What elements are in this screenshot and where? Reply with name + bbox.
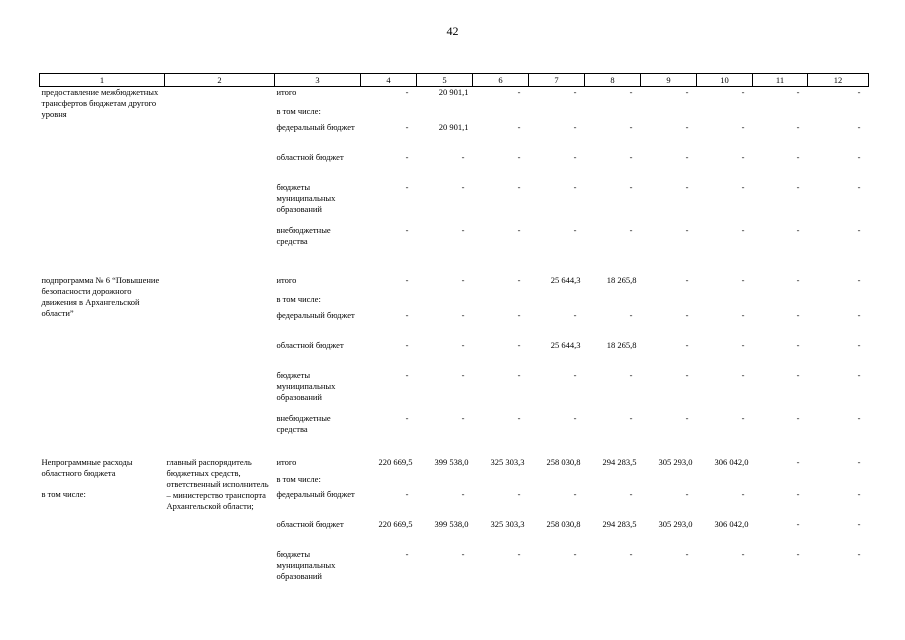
value-cell: - (857, 151, 861, 162)
value-cell: 25 644,3 (550, 274, 581, 285)
value-cell: - (741, 548, 745, 559)
value-cell: - (405, 151, 409, 162)
value-cell: - (685, 309, 689, 320)
funding-source: федеральный бюджет (276, 488, 355, 499)
value-cell: - (405, 121, 409, 132)
value-cell: - (857, 369, 861, 380)
value-cell: - (405, 548, 409, 559)
value-cell: - (461, 274, 465, 285)
value-cell (697, 474, 753, 489)
value-cell: - (741, 339, 745, 350)
value-cell (808, 294, 869, 310)
value-cell: - (796, 412, 800, 423)
value-cell: - (517, 181, 521, 192)
funding-source: итого (276, 456, 297, 467)
value-cell: 399 538,0 (434, 456, 469, 467)
value-cell (473, 106, 529, 122)
value-cell: - (629, 121, 633, 132)
value-cell (361, 294, 417, 310)
row-group-title (40, 87, 165, 255)
value-cell: - (405, 339, 409, 350)
value-cell: - (629, 369, 633, 380)
column-header: 7 (529, 74, 585, 87)
value-cell: 220 669,5 (378, 456, 413, 467)
value-cell: - (573, 309, 577, 320)
value-cell: 258 030,8 (546, 456, 581, 467)
column-header: 5 (417, 74, 473, 87)
value-cell: - (461, 488, 465, 499)
value-cell: - (857, 518, 861, 529)
value-cell: - (741, 121, 745, 132)
value-cell: - (517, 369, 521, 380)
value-cell: - (405, 309, 409, 320)
value-cell: 294 283,5 (602, 518, 637, 529)
value-cell: - (573, 548, 577, 559)
value-cell: - (461, 309, 465, 320)
value-cell: - (685, 151, 689, 162)
value-cell: - (741, 87, 745, 97)
column-header: 9 (641, 74, 697, 87)
value-cell: - (796, 224, 800, 235)
value-cell: - (629, 309, 633, 320)
value-cell: - (857, 224, 861, 235)
value-cell: - (461, 548, 465, 559)
column-header: 10 (697, 74, 753, 87)
value-cell: - (796, 488, 800, 499)
value-cell: - (573, 224, 577, 235)
value-cell (808, 106, 869, 122)
value-cell: 305 293,0 (658, 456, 693, 467)
value-cell: - (461, 369, 465, 380)
column-header: 8 (585, 74, 641, 87)
value-cell: - (405, 224, 409, 235)
value-cell: - (405, 488, 409, 499)
value-cell (473, 294, 529, 310)
value-cell: - (461, 151, 465, 162)
value-cell (697, 106, 753, 122)
table-row (40, 457, 869, 474)
value-cell (473, 474, 529, 489)
funding-source: областной бюджет (276, 151, 344, 162)
value-cell: - (629, 548, 633, 559)
value-cell: - (629, 87, 633, 97)
funding-source: внебюджетные средства (276, 412, 331, 434)
value-cell: - (685, 181, 689, 192)
value-cell: 325 303,3 (490, 518, 525, 529)
group-spacer (40, 443, 869, 457)
funding-source: в том числе: (276, 473, 321, 484)
value-cell: - (461, 412, 465, 423)
value-cell (753, 294, 808, 310)
group-extra-text: в том числе: (41, 488, 86, 499)
value-cell: - (796, 87, 800, 97)
column-header: 6 (473, 74, 529, 87)
value-cell: - (685, 87, 689, 97)
column-header: 4 (361, 74, 417, 87)
value-cell: 25 644,3 (550, 339, 581, 350)
value-cell: - (517, 309, 521, 320)
value-cell: - (685, 369, 689, 380)
value-cell: - (741, 309, 745, 320)
value-cell: - (685, 488, 689, 499)
page-number: 42 (446, 24, 459, 38)
value-cell (529, 294, 585, 310)
value-cell: - (685, 339, 689, 350)
funding-source: областной бюджет (276, 339, 344, 350)
value-cell (361, 474, 417, 489)
value-cell: - (461, 181, 465, 192)
funding-source: областной бюджет (276, 518, 344, 529)
value-cell: - (857, 456, 861, 467)
value-cell: - (685, 224, 689, 235)
value-cell: - (857, 412, 861, 423)
value-cell: - (517, 151, 521, 162)
value-cell: - (857, 87, 861, 97)
funding-source: бюджеты муниципальных образований (276, 548, 336, 581)
value-cell: - (517, 412, 521, 423)
value-cell: - (685, 548, 689, 559)
value-cell: - (517, 488, 521, 499)
value-cell: 18 265,8 (606, 274, 637, 285)
value-cell: - (685, 412, 689, 423)
value-cell: - (517, 274, 521, 285)
value-cell: - (405, 87, 409, 97)
funding-source: бюджеты муниципальных образований (276, 369, 336, 402)
value-cell: - (517, 87, 521, 97)
value-cell: - (741, 412, 745, 423)
value-cell: - (461, 339, 465, 350)
group-title-text: Непрограммные расходы областного бюджета (41, 456, 133, 478)
value-cell: - (405, 369, 409, 380)
value-cell: - (796, 369, 800, 380)
value-cell: 306 042,0 (714, 518, 749, 529)
value-cell (585, 106, 641, 122)
value-cell: - (517, 121, 521, 132)
value-cell: - (741, 274, 745, 285)
value-cell (808, 474, 869, 489)
group-spacer (40, 255, 869, 275)
value-cell: 294 283,5 (602, 456, 637, 467)
column-header: 3 (275, 74, 361, 87)
value-cell: - (796, 339, 800, 350)
column-header: 12 (808, 74, 869, 87)
value-cell (697, 294, 753, 310)
value-cell: 258 030,8 (546, 518, 581, 529)
value-cell: - (517, 224, 521, 235)
value-cell: - (405, 412, 409, 423)
value-cell (641, 106, 697, 122)
value-cell: - (685, 274, 689, 285)
value-cell: - (741, 181, 745, 192)
value-cell: 220 669,5 (378, 518, 413, 529)
funding-source: в том числе: (276, 105, 321, 116)
table-row (40, 87, 869, 106)
value-cell (529, 106, 585, 122)
value-cell: - (857, 121, 861, 132)
value-cell: - (573, 121, 577, 132)
funding-source: в том числе: (276, 293, 321, 304)
value-cell: - (796, 181, 800, 192)
value-cell: - (857, 339, 861, 350)
funding-source: итого (276, 87, 297, 97)
value-cell: - (461, 224, 465, 235)
value-cell: - (796, 121, 800, 132)
value-cell: 20 901,1 (438, 121, 469, 132)
value-cell (361, 106, 417, 122)
table-row (40, 275, 869, 294)
value-cell: - (629, 412, 633, 423)
value-cell: - (857, 548, 861, 559)
value-cell (529, 474, 585, 489)
value-cell: - (405, 181, 409, 192)
value-cell: - (741, 488, 745, 499)
value-cell: - (573, 87, 577, 97)
column-header: 2 (165, 74, 275, 87)
column-header: 1 (40, 74, 165, 87)
group-title-text: предоставление межбюджетных трансфертов бюджетам другого уровня (41, 87, 159, 119)
value-cell: - (796, 456, 800, 467)
value-cell: 399 538,0 (434, 518, 469, 529)
value-cell (641, 474, 697, 489)
value-cell: - (796, 309, 800, 320)
value-cell: 306 042,0 (714, 456, 749, 467)
value-cell: - (857, 309, 861, 320)
value-cell: - (573, 181, 577, 192)
group-title-text: подпрограмма № 6 “Повышение безопасности дорожного движения в Архангельской области” (41, 274, 160, 318)
value-cell: - (405, 274, 409, 285)
value-cell: - (573, 151, 577, 162)
value-cell: - (573, 412, 577, 423)
value-cell: - (685, 121, 689, 132)
value-cell: - (629, 151, 633, 162)
value-cell: - (741, 151, 745, 162)
column-header: 11 (753, 74, 808, 87)
value-cell (641, 294, 697, 310)
executor-cell (165, 87, 275, 255)
value-cell: 20 901,1 (438, 87, 469, 97)
value-cell: - (796, 274, 800, 285)
executor-cell: главный распорядитель бюджетных средств, ответственный исполнитель – министерство транспорта Архангельской области; (166, 456, 269, 511)
value-cell: 325 303,3 (490, 456, 525, 467)
column-number-row (40, 74, 869, 87)
value-cell: - (741, 224, 745, 235)
value-cell: - (629, 224, 633, 235)
funding-source: внебюджетные средства (276, 224, 331, 246)
value-cell: - (796, 518, 800, 529)
executor-cell (165, 275, 275, 443)
value-cell: - (517, 548, 521, 559)
value-cell (417, 294, 473, 310)
value-cell (417, 474, 473, 489)
row-group-title (40, 457, 165, 592)
value-cell: - (796, 548, 800, 559)
value-cell: 305 293,0 (658, 518, 693, 529)
value-cell (753, 106, 808, 122)
value-cell (417, 106, 473, 122)
row-group-title (40, 275, 165, 443)
value-cell: - (857, 274, 861, 285)
budget-table (39, 73, 869, 592)
value-cell: - (857, 488, 861, 499)
value-cell: - (796, 151, 800, 162)
value-cell: - (629, 488, 633, 499)
funding-source: бюджеты муниципальных образований (276, 181, 336, 214)
funding-source: федеральный бюджет (276, 121, 355, 132)
value-cell: - (517, 339, 521, 350)
value-cell (585, 474, 641, 489)
funding-source: итого (276, 274, 297, 285)
value-cell: - (573, 369, 577, 380)
value-cell: 18 265,8 (606, 339, 637, 350)
value-cell: - (573, 488, 577, 499)
value-cell (585, 294, 641, 310)
value-cell: - (629, 181, 633, 192)
value-cell: - (741, 369, 745, 380)
value-cell (753, 474, 808, 489)
value-cell: - (857, 181, 861, 192)
funding-source: федеральный бюджет (276, 309, 355, 320)
